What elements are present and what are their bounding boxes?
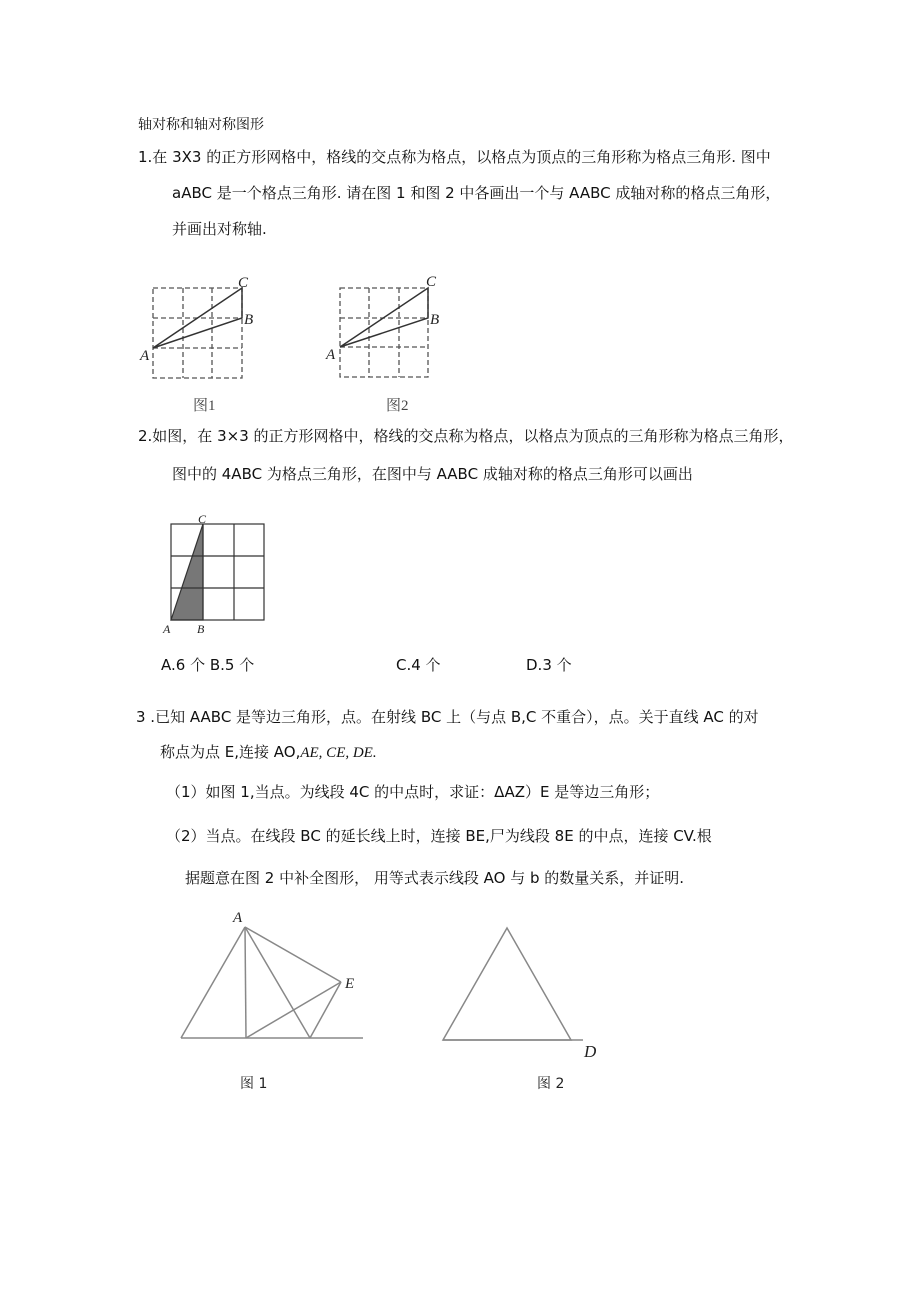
q1-line-3: 并画出对称轴.	[172, 220, 267, 238]
q3-line-2	[160, 743, 377, 762]
q3-line-1: 3 .已知 AABC 是等边三角形，点。在射线 BC 上（与点 B,C 不重合），点。关于直线 AC 的对	[136, 708, 759, 726]
q3-part-2-cont: 据题意在图 2 中补全图形， 用等式表示线段 AO 与 b 的数量关系，并证明.	[185, 869, 685, 887]
q3-fig1-caption: 图 1	[240, 1076, 268, 1092]
q3-fig1-label-a: A	[233, 910, 243, 926]
q3-part-2: （2）当点。在线段 BC 的延长线上时，连接 BE,尸为线段 8E 的中点，连接 CV.根	[166, 827, 712, 845]
q3-part-1: （1）如图 1,当点。为线段 4C 的中点时，求证：ΔAZ）E 是等边三角形；	[166, 783, 660, 801]
q1-fig1-label-c: C	[238, 275, 249, 291]
q3-fig2-label-d: D	[584, 1042, 597, 1061]
q1-fig2-label-b: B	[430, 312, 440, 328]
q2-option-c: C.4 个	[396, 656, 441, 674]
q1-fig1-label-b: B	[244, 312, 254, 328]
q3-fig1-label-e: E	[345, 976, 355, 992]
q1-fig1-caption: 图1	[193, 398, 216, 414]
q3-fig2-caption: 图 2	[537, 1076, 565, 1092]
q1-line-1: 1.在 3X3 的正方形网格中，格线的交点称为格点，以格点为顶点的三角形称为格点三角形. 图中	[138, 148, 771, 166]
q2-option-ab: A.6 个 B.5 个	[161, 656, 255, 674]
q2-label-a: A	[163, 622, 171, 636]
q1-fig2-label-c: C	[426, 274, 437, 290]
q2-label-b: B	[197, 622, 205, 636]
q3-figure-1	[181, 927, 363, 1038]
q1-fig2-caption: 图2	[386, 398, 409, 414]
q1-line-2: aABC 是一个格点三角形. 请在图 1 和图 2 中各画出一个与 AABC 成轴对称的格点三角形，	[172, 184, 781, 202]
page-title: 轴对称和轴对称图形	[138, 117, 264, 133]
q2-line-2: 图中的 4ABC 为格点三角形，在图中与 AABC 成轴对称的格点三角形可以画出	[172, 465, 693, 483]
q3-figure-2	[443, 928, 583, 1040]
q2-grid	[171, 524, 264, 620]
q3-line-2-segments: AE, CE, DE.	[300, 745, 377, 761]
q1-fig1-label-a: A	[140, 348, 150, 364]
q2-line-1: 2.如图，在 3×3 的正方形网格中，格线的交点称为格点，以格点为顶点的三角形称为格点三角形，	[138, 427, 794, 445]
q2-option-d: D.3 个	[526, 656, 572, 674]
q2-label-c: C	[198, 512, 207, 526]
q1-fig2-label-a: A	[326, 347, 336, 363]
q3-line-2-text: 称点为点 E,连接 AO,	[160, 743, 301, 761]
